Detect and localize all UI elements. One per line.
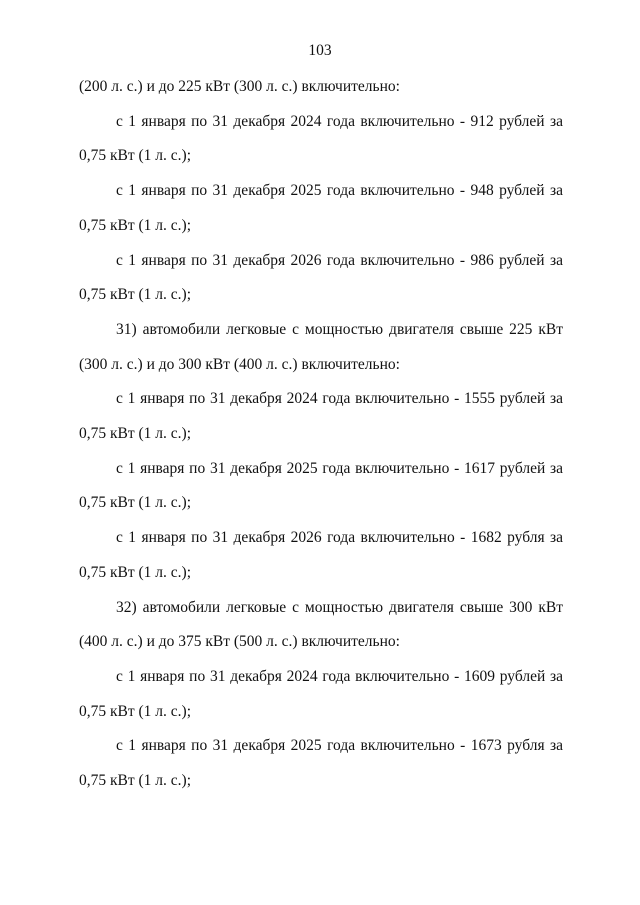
document-body [79,70,563,799]
paragraph-item-31-rate-2025: с 1 января по 31 декабря 2025 года включительно - 1617 рублей за 0,75 кВт (1 л. с.); [79,459,563,512]
paragraph-rate-2026: с 1 января по 31 декабря 2026 года включительно - 986 рублей за 0,75 кВт (1 л. с.); [79,251,563,304]
paragraph-item-32-rate-2024: с 1 января по 31 декабря 2024 года включительно - 1609 рублей за 0,75 кВт (1 л. с.); [79,667,563,720]
paragraph-rate-2024: с 1 января по 31 декабря 2024 года включительно - 912 рублей за 0,75 кВт (1 л. с.); [79,112,563,165]
page-number: 103 [308,42,332,59]
paragraph-rate-2025: с 1 января по 31 декабря 2025 года включительно - 948 рублей за 0,75 кВт (1 л. с.); [79,182,563,234]
paragraph-item-32: 32) автомобили легковые с мощностью двигателя свыше 300 кВт (400 л. с.) и до 375 кВт (500 л. с.) включительно: [79,598,563,651]
paragraph-item-32-rate-2025: с 1 января по 31 декабря 2025 года включительно - 1673 рубля за 0,75 кВт (1 л. с.); [79,737,563,790]
paragraph-item-31-rate-2026: с 1 января по 31 декабря 2026 года включительно - 1682 рубля за 0,75 кВт (1 л. с.); [79,529,563,581]
paragraph-continuation: (200 л. с.) и до 225 кВт (300 л. с.) включительно: [79,78,400,95]
paragraph-item-31: 31) автомобили легковые с мощностью двигателя свыше 225 кВт (300 л. с.) и до 300 кВт (400 л. с.) включительно: [79,320,563,373]
paragraph-item-31-rate-2024: с 1 января по 31 декабря 2024 года включительно - 1555 рублей за 0,75 кВт (1 л. с.); [79,390,563,443]
